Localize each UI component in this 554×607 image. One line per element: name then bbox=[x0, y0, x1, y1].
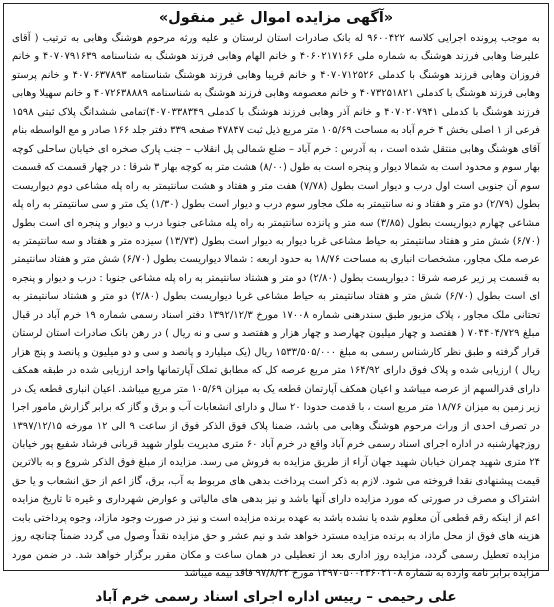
auction-notice bbox=[3, 3, 549, 605]
notice-title: «آگهی مزایده اموال غیر منقول» bbox=[158, 10, 394, 26]
notice-signature: علی رحیمی – رییس اداره اجرای اسناد رسمی خرم آباد bbox=[95, 588, 457, 605]
notice-body: به موجب پرونده اجرایی کلاسه ۹۶۰۰۴۲۲ له بانک صادرات استان لرستان و علیه ورثه مرحوم هوشنگ وهابی به ترتیب ( آقای علیرضا وهابی فرزند هوشنگ به شماره ملی ۴۰۶۰۲۱۷۱۶۶ و خانم الهام وهابی فرزند هوشنگ به شناسنامه ۴۰۷۰۷۹۱۶۳۹ و خانم فروزان وهابی فرزند هوشنگ با کدملی ۴۰۷۰۷۱۲۵۲۶ و خانم فریبا وهابی فرزند هوشنگ شناسنامه ۴۰۷۰۶۳۷۸۹۳ و خانم پرستو وهابی فرزند هوشنگ با کدملی ۴۰۷۳۲۵۱۸۲۱ و خانم معصومه وهابی فرزند هوشنگ به شناسنامه ۴۰۷۲۶۳۸۸۸۹ و خانم سهیلا وهابی فرزند هوشنگ با کدملی ۴۰۷۰۲۰۷۹۴۱ و خانم آذر وهابی فرزند هوشنگ با کدملی ۴۰۷۰۳۳۸۳۴۹)تمامی ششدانگ پلاک ثبتی ۱۵۹۸ فرعی از ۱ اصلی بخش ۴ خرم آباد به مساحت ۱۰۵/۶۹ متر مربع ذیل ثبت ۴۷۸۴۷ صفحه ۳۳۹ دفتر جلد ۱۶۶ صادر و مع الواسطه بنام آقای هوشنگ وهابی منتقل شده است ، به آدرس : خرم آباد – ضلع شمالی پل انقلاب – جنب پارک صخره ای خیابان ساحلی کوچه بهار سوم و محدود است به شمالا دیوار و پنجره است به طول (۸/۰۰) هشت متر به کوچه بهار ۳ شرقا : در چهار قسمت که قسمت سوم آن جنوبی است اول درب و دیوار است بطول (۷/۷۸) هفت متر و هفتاد و هشت سانتیمتر به راه پله مشاعی دوم دیواریست بطول (۲/۷۹) دو متر و هفتاد و نه سانتیمتر به ملک مجاور سوم درب و دیوار است بطول (۱/۳۰) یک متر و سی سانتیمتر به راه پله مشاعی چهارم دیواریست بطول (۳/۸۵) سه متر و پانزده سانتیمتر به راه پله مشاعی جنوبا درب و دیوار و پنجره ای است بطول (۶/۷۰) شش متر و هفتاد سانتیمتر به حیاط مشاعی غربا دیوار به دیوار است بطول (۱۳/۷۳) سیزده متر و هفتاد و سه سانتیمتر به عرصه ملک مجاور، مشخصات انباری به مساحت ۱۸/۷۶ به حدود اربعه : شمالا دیواریست بطول (۶/۷۰) شش متر و هفتاد سانتیمتر به قسمت پر زیر عرصه شرقا : دیواریست بطول (۲/۸۰) دو متر و هشتاد سانتیمتر به راه پله مشاعی جنوبا : درب و دیوار و پنجره ای است بطول (۶/۷۰) شش متر و هفتاد سانتیمتر به حیاط مشاعی غربا دیواریست بطول (۲/۸۰) دو متر و هشتاد سانتیمتر به تحتانی ملک مجاور ، پلاک مزبور طبق سندرهنی شماره ۱۷۰۰۸ مورخ ۱۳۹۲/۱۲/۳ دفتر اسناد رسمی شماره ۱۹ خرم آباد در قبال مبلغ ۷۰۴۴۰۴/۷۲۹ ( هفتصد و چهار میلیون چهارصد و چهار هزار و هفتصد و سی و نه ریال ) در رهن بانک صادرات استان لرستان قرار گرفته و طبق نظر کارشناس رسمی به مبلغ ۱۵۳۳/۵۰۵/۰۰۰ ریال (یک میلیارد و پانصد و سی و دو میلیون و پانصد و پنج هزار ریال ) ارزیابی شده و پلاک فوق دارای ۱۶۴/۹۲ متر مربع عرصه کل که مطابق تملک آپارتمانها واحد ارزیابی شده در طبقه همکف دارای قدرالسهم از عرصه میباشد و اعیان همکف آپارتمان قطعه یک به میزان ۱۰۵/۶۹ متر مربع میباشد. اعیان انباری قطعه یک در زیر زمین به میزان ۱۸/۷۶ متر مربع است ، با قدمت حدودا ۲۰ سال و دارای انشعابات آب و برق و گاز که برابر گزارش مامور اجرا در تصرف احدی از وراث مرحوم هوشنگ وهابی می باشد، ضمنا پلاک فوق الذکر فوق از ساعت ۹ الی ۱۲ مورخه ۱۳۹۷/۱۲/۱۵ روزچهارشنبه در اداره اجرای اسناد رسمی خرم آباد واقع در خرم آباد ۶۰ متری مدیریت بلوار شهید قربانی فرشاد شفیع پور خیابان ۲۴ متری شهید چمران خیابان شهید جهان آراء از طریق مزایده به فروش می رسد. مزایده از مبلغ فوق الذکر شروع و به بالاترین قیمت پیشنهادی نقدا فروخته می شود. لازم به ذکر است پرداخت بدهی های مربوط به آب، برق، گاز اعم از حق انشعاب و یا حق اشتراک و مصرف در صورتی که مورد مزایده دارای آنها باشد و نیز بدهی های مالیاتی و عوارض شهرداری و غیره تا تاریخ مزایده اعم از اینکه رقم قطعی آن معلوم شده یا نشده باشد به عهده برنده مزایده است و نیز در صورت وجود مازاد، وجوه پرداختی بابت هزینه های فوق از محل مازاد به برنده مزایده مسترد خواهد شد و نیم عشر و حق مزایده نقداً وصول می گردد ضمناً چنانچه روز مزایده تعطیل رسمی گردد، مزایده روز اداری بعد از تعطیلی در همان ساعت و مکان مقرر برگزار خواهد شد. در ضمن مورد مزایده برابر نامه وارده به شماره ۱۳۹۷۰۵۰۰۲۳۶۰۲۱۰۸ مورخ ۹۷/۸/۲۲ فاقد بیمه میباشد bbox=[12, 33, 541, 580]
